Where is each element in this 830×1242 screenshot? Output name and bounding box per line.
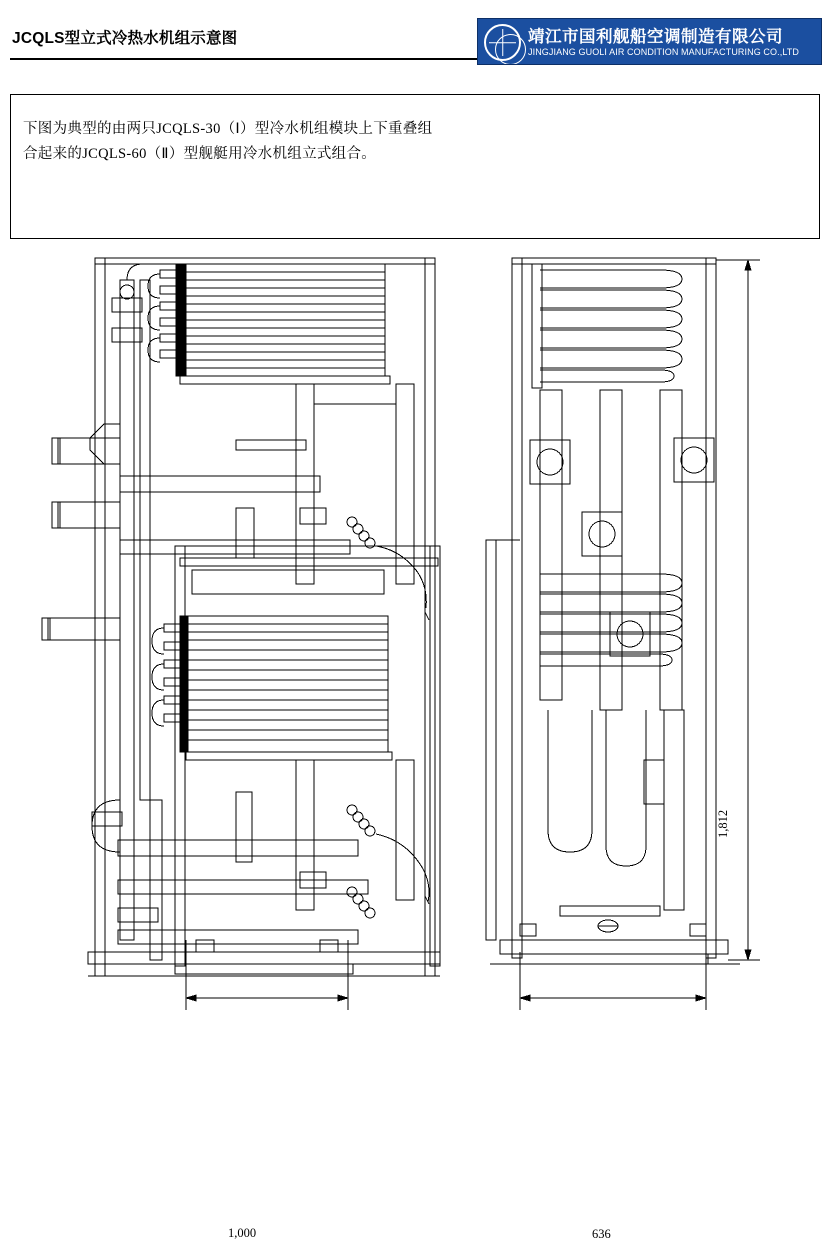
lower-coil-bundle-side <box>540 574 682 666</box>
description-text: 下图为典型的由两只JCQLS-30（Ⅰ）型冷水机组模块上下重叠组合起来的JCQLS-60（Ⅱ）型舰艇用冷水机组立式组合。 <box>23 121 433 162</box>
company-logo-bar <box>477 18 822 65</box>
dimension-label-width-side: 636 <box>592 1227 611 1241</box>
emblem-inner-ring-icon <box>495 34 526 65</box>
dimension-label-height: 1,812 <box>716 809 730 838</box>
company-name-cn: 靖江市国利舰船空调制造有限公司 <box>528 28 783 46</box>
technical-drawing <box>0 240 830 1241</box>
company-name-en: JINGJIANG GUOLI AIR CONDITION MANUFACTURING CO.,LTD <box>528 47 799 57</box>
page-title: JCQLS型立式冷热水机组示意图 <box>12 30 238 47</box>
front-view-group <box>42 258 440 976</box>
upper-coil-bundle-side <box>532 264 682 388</box>
company-emblem-icon <box>484 24 521 61</box>
description-box <box>10 94 820 239</box>
title-underline <box>10 58 480 60</box>
page-header <box>0 18 830 66</box>
capillary-coil-lower <box>347 805 429 918</box>
side-view-group <box>486 258 740 964</box>
dimension-label-width-front: 1,000 <box>228 1226 257 1240</box>
drawing-svg <box>0 240 830 1040</box>
